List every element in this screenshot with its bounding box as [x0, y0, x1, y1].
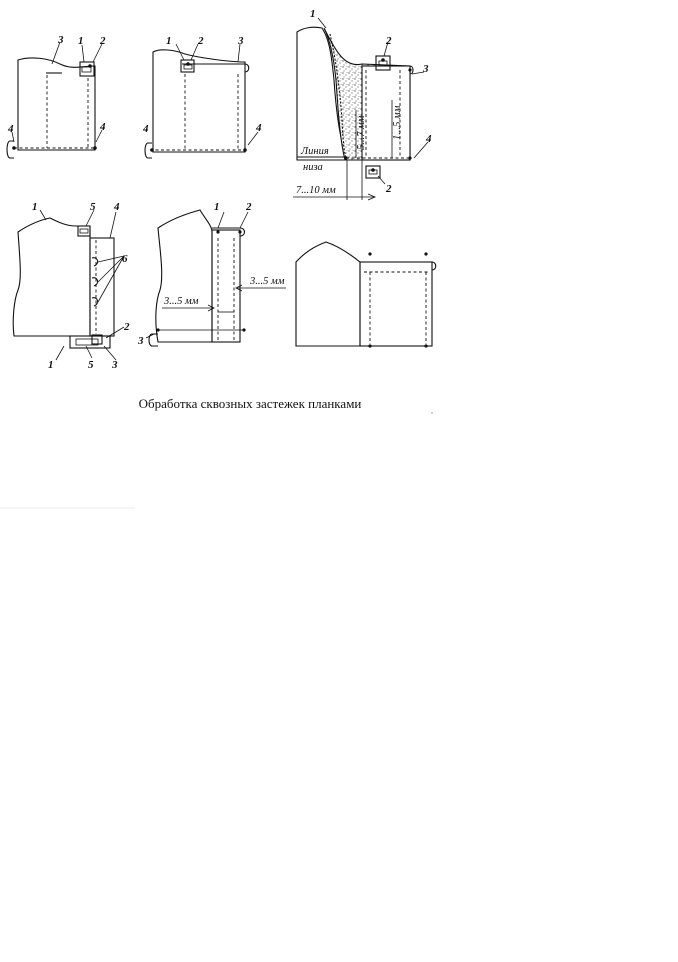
- figure-4-placket-assembly: [13, 201, 130, 371]
- fig3-dim-7-10mm: 7...10 мм: [296, 185, 336, 196]
- fig2-label-3: 3: [238, 35, 244, 47]
- fig3-hem-line-word2: низа: [303, 162, 323, 173]
- fig4-label-5-top: 5: [90, 201, 96, 213]
- fig3-label-2-bottom: 2: [386, 183, 392, 195]
- fig1-label-1: 1: [78, 35, 84, 47]
- fig5-label-2: 2: [246, 201, 252, 213]
- fig3-dim-5-7mm: 5...7 мм: [356, 115, 367, 150]
- fig2-label-4-right: 4: [256, 122, 262, 134]
- fig4-label-4: 4: [114, 201, 120, 213]
- fig5-label-3: 3: [138, 335, 144, 347]
- figure-6-finished-placket: [296, 242, 436, 348]
- fig2-label-2: 2: [198, 35, 204, 47]
- fig3-label-4: 4: [426, 133, 432, 145]
- fig1-label-4-right: 4: [100, 121, 106, 133]
- fig4-label-6: 6: [122, 253, 128, 265]
- fig1-label-3: 3: [58, 34, 64, 46]
- fig3-label-3: 3: [423, 63, 429, 75]
- fig4-label-1-bottom: 1: [48, 359, 54, 371]
- fig4-label-1-top: 1: [32, 201, 38, 213]
- figure-5-placket-stitching: [137, 201, 286, 347]
- figure-2-garment-front: [142, 35, 262, 158]
- fig1-label-2: 2: [100, 35, 106, 47]
- fig4-label-2: 2: [124, 321, 130, 333]
- fig1-label-4-left: 4: [8, 123, 14, 135]
- fig2-label-4-left: 4: [143, 123, 149, 135]
- fig5-dim-left: 3...5 мм: [164, 296, 199, 307]
- fig4-label-3: 3: [112, 359, 118, 371]
- figure-3-placket-detail: [293, 8, 432, 200]
- figure-1-garment-front: [7, 34, 106, 158]
- fig2-label-1: 1: [166, 35, 172, 47]
- fig5-label-1: 1: [214, 201, 220, 213]
- fig3-hem-line-word1: Линия: [301, 146, 329, 157]
- fig3-label-2-top: 2: [386, 35, 392, 47]
- fig3-label-1: 1: [310, 8, 316, 20]
- figure-caption: Обработка сквозных застежек планками: [138, 396, 362, 411]
- fig5-dim-right: 3...5 мм: [250, 276, 285, 287]
- fig4-label-5-bottom: 5: [88, 359, 94, 371]
- fig3-dim-1-5mm: 1...5 мм: [392, 105, 403, 140]
